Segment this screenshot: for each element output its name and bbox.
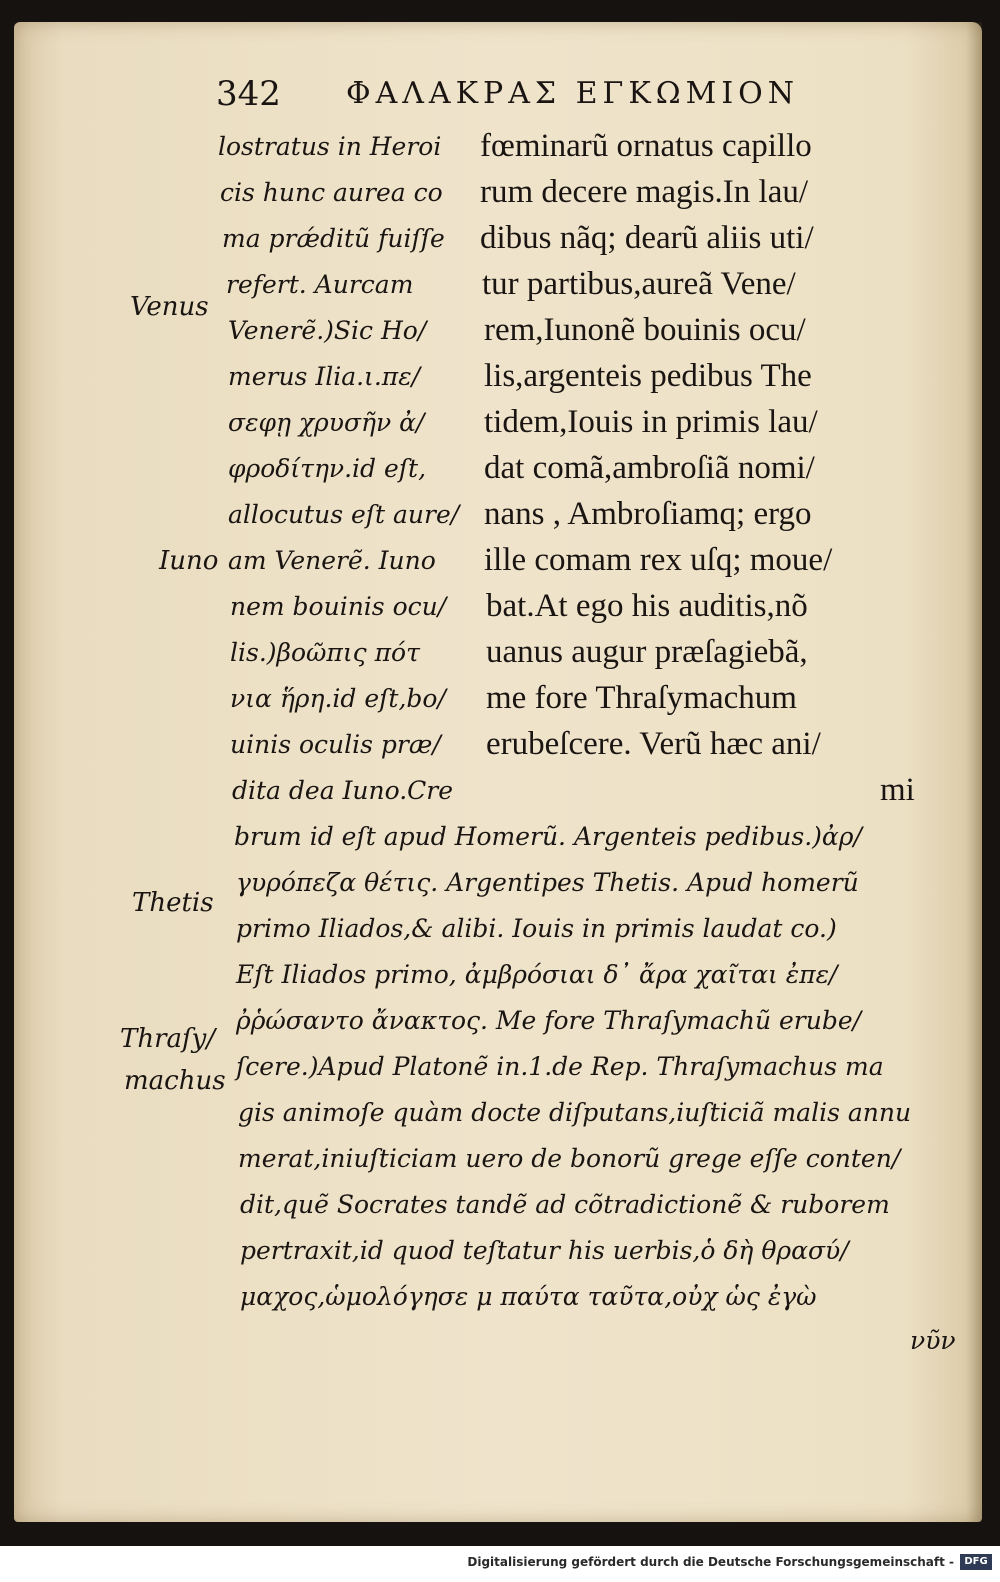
wide-gloss-line: merat,iniuſticiam uero de bonorũ grege eſſe conten/	[238, 1144, 901, 1173]
page-number: 342	[216, 74, 281, 114]
wide-gloss-line: dit,quẽ Socrates tandẽ ad cõtradictionẽ & ruborem	[240, 1190, 890, 1219]
main-text-line: fœminarũ ornatus capillo	[480, 128, 812, 164]
main-text-line: me fore Thraſymachum	[486, 680, 797, 716]
main-text-line: mi	[880, 772, 915, 808]
gloss-line: Venerẽ.)Sic Ho/	[228, 316, 427, 345]
gloss-line: am Venerẽ. Iuno	[228, 546, 436, 575]
margin-note-iuno: Iuno	[159, 546, 219, 576]
wide-gloss-line: pertraxit,id quod teſtatur his uerbis,ὁ δὴ θρασύ/	[240, 1236, 849, 1265]
wide-gloss-line: brum id eſt apud Homerũ. Argenteis pedibus.)ἀρ/	[234, 822, 862, 851]
main-text-line: dibus nãq; dearũ aliis uti/	[480, 220, 814, 256]
margin-note-machus: machus	[124, 1066, 226, 1096]
wide-gloss-line: ſcere.)Apud Platonẽ in.1.de Rep. Thraſymachus ma	[236, 1052, 884, 1081]
margin-note-thrasy: Thraſy/	[120, 1024, 216, 1054]
main-text-line: ille comam rex uſq; moue/	[484, 542, 833, 578]
footer-credit: Digitalisierung gefördert durch die Deutsche Forschungsgemeinschaft -	[467, 1555, 954, 1569]
book-page	[14, 22, 982, 1522]
main-text-line: uanus augur præſagiebã,	[486, 634, 808, 670]
main-text-line: dat comã,ambroſiã nomi/	[484, 450, 815, 486]
gloss-line: ma prǽditũ fuiſſe	[222, 224, 445, 253]
gloss-line: nem bouinis ocu/	[230, 592, 447, 621]
gloss-line: φροδίτην.id eſt,	[228, 454, 427, 483]
main-text-line: nans , Ambroſiamq; ergo	[484, 496, 812, 532]
gloss-line: lostratus in Heroi	[218, 132, 442, 161]
main-text-line: tur partibus,aureã Vene/	[482, 266, 796, 302]
dfg-logo: DFG	[960, 1554, 992, 1570]
main-text-line: bat.At ego his auditis,nõ	[486, 588, 808, 624]
main-text-line: erubeſcere. Verũ hæc ani/	[486, 726, 821, 762]
main-text-line: rem,Iunonẽ bouinis ocu/	[484, 312, 806, 348]
main-text-line: lis,argenteis pedibus The	[484, 358, 812, 394]
text-block	[14, 22, 982, 1522]
gloss-line: allocutus eſt aure/	[228, 500, 460, 529]
wide-gloss-line: primo Iliados,& alibi. Iouis in primis laudat co.)	[236, 914, 837, 943]
footer-bar	[0, 1546, 1000, 1582]
gloss-line: refert. Aurcam	[226, 270, 414, 299]
gloss-line: lis.)βοῶπις πότ	[230, 638, 420, 667]
wide-gloss-line: γυρόπεζα θέτις. Argentipes Thetis. Apud homerũ	[236, 868, 859, 897]
gloss-line: dita dea Iuno.Cre	[232, 776, 454, 805]
wide-gloss-line: Eſt Iliados primo, ἀμβρόσιαι δ᾽ ἄρα χαῖται ἐπε/	[236, 960, 838, 989]
wide-gloss-line: ῤῥώσαντο ἄνακτος. Me fore Thraſymachũ erube/	[236, 1006, 862, 1035]
wide-gloss-line: μαχος,ὡμολόγησε μ παύτα ταῦτα,οὐχ ὡς ἐγὼ	[240, 1282, 817, 1311]
gloss-line: νια ἥρη.id eſt,bo/	[230, 684, 446, 713]
gloss-line: σεφῃ χρυσῆν ἀ/	[228, 408, 425, 437]
main-text-line: tidem,Iouis in primis lau/	[484, 404, 818, 440]
margin-note-venus: Venus	[130, 292, 209, 322]
gloss-line: uinis oculis præ/	[230, 730, 441, 759]
running-title: ΦΑΛΑΚΡΑΣ ΕΓΚΩΜΙΟΝ	[346, 76, 800, 111]
wide-gloss-line: νῦν	[910, 1326, 956, 1355]
wide-gloss-line: gis animoſe quàm docte diſputans,iuſticiã malis annu	[238, 1098, 912, 1127]
gloss-line: cis hunc aurea co	[220, 178, 443, 207]
main-text-line: rum decere magis.In lau/	[480, 174, 809, 210]
gloss-line: merus Ilia.ι.πε/	[228, 362, 421, 391]
margin-note-thetis: Thetis	[132, 888, 214, 918]
